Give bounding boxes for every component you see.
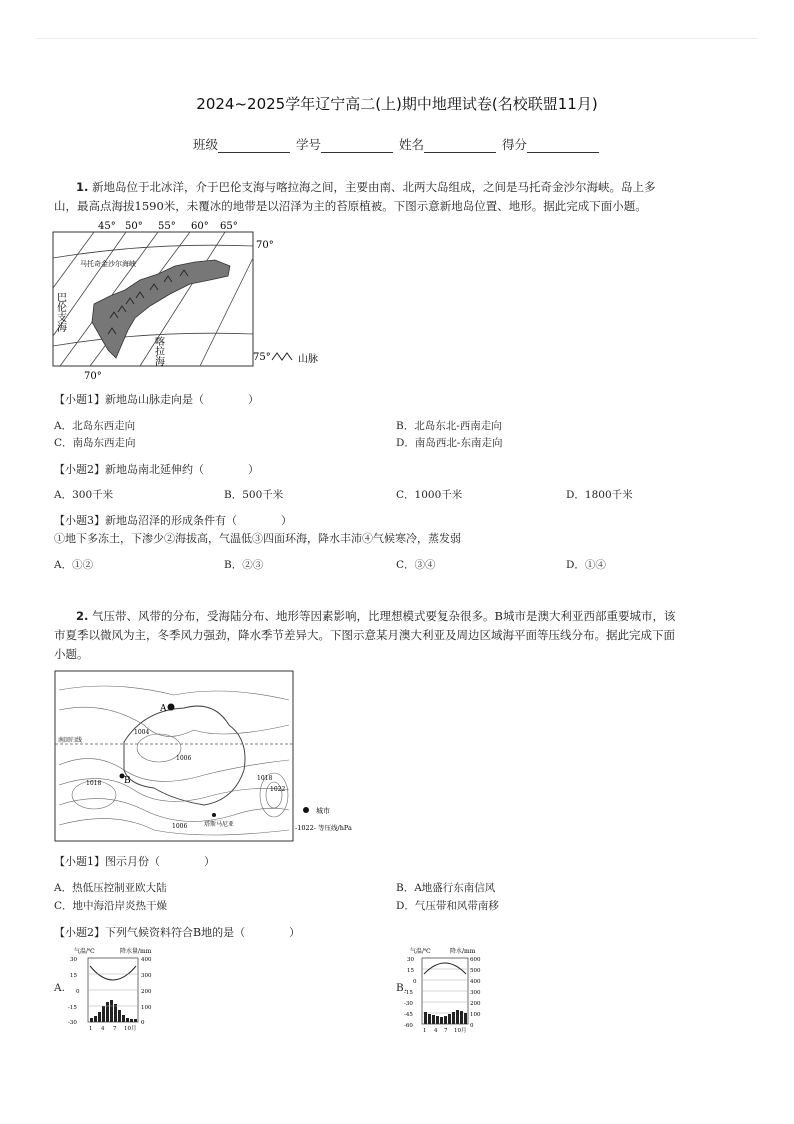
student-info-row bbox=[0, 135, 794, 153]
lat-70-bottom: 70° bbox=[84, 371, 102, 382]
lat-70-right: 70° bbox=[256, 240, 274, 251]
novaya-zemlya-map bbox=[50, 218, 340, 382]
chart-b-month-10: 10月 bbox=[454, 1028, 467, 1034]
isobar-1006-south: 1006 bbox=[172, 823, 188, 830]
q1-sub1-option-b[interactable]: B．北岛东北-西南走向 bbox=[396, 420, 502, 432]
kara-sea-label: 喀拉海 bbox=[152, 336, 164, 366]
chart-b-precip-bars bbox=[424, 1010, 467, 1024]
q2-sub1-option-a[interactable]: A．热低压控制亚欧大陆 bbox=[54, 882, 167, 894]
svg-text:0: 0 bbox=[413, 979, 417, 985]
svg-text:300: 300 bbox=[141, 973, 152, 979]
q1-sub2-option-c[interactable]: C．1000千米 bbox=[396, 489, 463, 501]
q1-sub2-label: 【小题2】新地岛南北延伸约（ ） bbox=[54, 463, 259, 476]
name-label: 姓名 bbox=[398, 137, 424, 152]
svg-text:0: 0 bbox=[470, 1023, 474, 1029]
q2-stem: 2. 气压带、风带的分布，受海陆分布、地形等因素影响，比理想模式要复杂很多。B城市是澳大利亚西部重要城市，该 市夏季以微风为主，冬季风力强劲，降水季节差异大。下图示意某月澳大利亚及周边区域海平面等压线分布。据此完成下面 小题。 bbox=[54, 609, 676, 661]
svg-text:15: 15 bbox=[407, 968, 414, 974]
legend-city-icon bbox=[303, 807, 309, 813]
svg-text:100: 100 bbox=[141, 1005, 152, 1011]
page-top-rule bbox=[36, 38, 758, 39]
q2-sub1-option-d[interactable]: D．气压带和风带南移 bbox=[396, 900, 499, 912]
svg-text:600: 600 bbox=[470, 957, 481, 963]
svg-text:0: 0 bbox=[141, 1020, 145, 1026]
lon-60: 60° bbox=[191, 221, 209, 232]
class-blank[interactable] bbox=[218, 140, 290, 153]
q1-sub2-option-a[interactable]: A．300千米 bbox=[54, 489, 114, 501]
chart-a-precip-bars bbox=[90, 1000, 137, 1022]
city-a-dot bbox=[168, 704, 175, 711]
svg-text:200: 200 bbox=[141, 989, 152, 995]
tropic-label: 南回归线 bbox=[58, 737, 83, 744]
svg-text:100: 100 bbox=[470, 1012, 481, 1018]
svg-text:-30: -30 bbox=[404, 1001, 413, 1007]
svg-text:-30: -30 bbox=[68, 1020, 77, 1026]
svg-text:-15: -15 bbox=[68, 1005, 77, 1011]
q2-sub1-label: 【小题1】图示月份（ ） bbox=[54, 855, 215, 868]
q2-sub2-option-a[interactable]: A. bbox=[54, 982, 65, 994]
lat-75: 75° bbox=[253, 352, 271, 363]
chart-a-month-10: 10月 bbox=[124, 1026, 137, 1032]
svg-text:-45: -45 bbox=[404, 1012, 413, 1018]
city-b-label: B bbox=[124, 776, 131, 786]
q2-sub2-label: 【小题2】下列气候资料符合B地的是（ ） bbox=[54, 926, 301, 939]
q1-sub2-option-d[interactable]: D．1800千米 bbox=[566, 489, 633, 501]
chart-b-temp-curve bbox=[424, 963, 466, 974]
page-title: 2024~2025学年辽宁高二(上)期中地理试卷(名校联盟11月) bbox=[196, 95, 598, 113]
svg-text:400: 400 bbox=[470, 979, 481, 985]
q1-number: 1. bbox=[76, 180, 89, 194]
isobar-1004: 1004 bbox=[134, 729, 150, 736]
q1-sub1-option-c[interactable]: C．南岛东西走向 bbox=[54, 437, 136, 449]
q1-sub2-option-b[interactable]: B．500千米 bbox=[224, 489, 284, 501]
q1-sub3-label: 【小题3】新地岛沼泽的形成条件有（ ） bbox=[54, 514, 292, 527]
chart-b-month-7: 7 bbox=[444, 1028, 448, 1034]
barents-sea-label: 巴伦支海 bbox=[54, 292, 66, 332]
legend-city-label: 城市 bbox=[316, 807, 330, 815]
svg-text:30: 30 bbox=[70, 957, 77, 963]
chart-a-precip-label: 降水量/mm bbox=[120, 948, 152, 955]
lon-65: 65° bbox=[220, 221, 238, 232]
svg-text:200: 200 bbox=[470, 1001, 481, 1007]
score-label: 得分 bbox=[501, 137, 527, 152]
q1-sub3-option-b[interactable]: B．②③ bbox=[224, 559, 264, 571]
student-id-blank[interactable] bbox=[321, 140, 393, 153]
score-blank[interactable] bbox=[527, 140, 599, 153]
legend-mountain-icon bbox=[272, 353, 292, 360]
q1-stem: 1. 新地岛位于北冰洋，介于巴伦支海与喀拉海之间，主要由南、北两大岛组成，之间是马托奇金沙尔海峡。岛上多 山，最高点海拔1590米，未覆冰的地带是以沼泽为主的苔原植被。下图示意新地岛位置、地形。据此完成下面小题。 bbox=[54, 180, 656, 213]
q1-sub1-label: 【小题1】新地岛山脉走向是（ ） bbox=[54, 393, 259, 406]
chart-b-temp-label: 气温/℃ bbox=[410, 948, 431, 955]
q1-sub1-option-a[interactable]: A．北岛东西走向 bbox=[54, 420, 136, 432]
climate-chart-a[interactable] bbox=[68, 944, 164, 1034]
chart-a-month-7: 7 bbox=[113, 1026, 117, 1032]
lon-50: 50° bbox=[125, 221, 143, 232]
map2-frame bbox=[55, 671, 293, 841]
svg-text:-15: -15 bbox=[404, 990, 413, 996]
q1-sub1-option-d[interactable]: D．南岛西北-东南走向 bbox=[396, 437, 503, 449]
svg-text:500: 500 bbox=[470, 968, 481, 974]
q2-number: 2. bbox=[76, 609, 89, 623]
q1-sub3-conditions: ①地下多冻土，下渗少②海拔高，气温低③四面环海，降水丰沛④气候寒冷，蒸发弱 bbox=[54, 532, 461, 545]
isobar-1018-left: 1018 bbox=[86, 780, 102, 787]
svg-text:-60: -60 bbox=[404, 1023, 413, 1029]
q1-sub3-option-d[interactable]: D．①④ bbox=[566, 559, 606, 571]
legend-isobar-label: -1022- 等压线/hPa bbox=[295, 824, 352, 832]
chart-a-temp-curve bbox=[90, 966, 136, 980]
isobar-1022: 1022 bbox=[270, 786, 286, 793]
isobar-1018-right: 1018 bbox=[257, 775, 273, 782]
lon-55: 55° bbox=[158, 221, 176, 232]
student-id-label: 学号 bbox=[295, 137, 321, 152]
svg-text:400: 400 bbox=[141, 957, 152, 963]
lon-45: 45° bbox=[98, 221, 116, 232]
legend-mountain-label: 山脉 bbox=[298, 354, 318, 365]
city-a-label: A bbox=[160, 704, 167, 714]
chart-b-precip-label: 降水/mm bbox=[450, 948, 476, 955]
climate-chart-b[interactable] bbox=[404, 944, 504, 1036]
svg-text:15: 15 bbox=[70, 973, 77, 979]
svg-text:300: 300 bbox=[470, 990, 481, 996]
isobar-1006: 1006 bbox=[176, 755, 192, 762]
q1-sub3-option-a[interactable]: A．①② bbox=[54, 559, 94, 571]
tasmania-label: 塔斯马尼亚 bbox=[204, 821, 235, 828]
class-label: 班级 bbox=[192, 137, 218, 152]
chart-b-month-1: 1 bbox=[423, 1028, 427, 1034]
chart-a-month-4: 4 bbox=[101, 1026, 105, 1032]
svg-text:0: 0 bbox=[76, 989, 80, 995]
strait-label: 马托奇金沙尔海峡 bbox=[80, 260, 136, 268]
svg-text:30: 30 bbox=[407, 957, 414, 963]
q2-sub2-option-b[interactable]: B. bbox=[396, 982, 408, 994]
q1-sub3-option-c[interactable]: C．③④ bbox=[396, 559, 436, 571]
q2-sub1-option-c[interactable]: C．地中海沿岸炎热干燥 bbox=[54, 900, 168, 912]
q2-sub1-option-b[interactable]: B．A地盛行东南信风 bbox=[396, 882, 496, 894]
chart-b-month-4: 4 bbox=[434, 1028, 438, 1034]
tasmania-dot bbox=[212, 813, 216, 817]
australia-isobar-map bbox=[54, 670, 364, 842]
chart-a-month-1: 1 bbox=[89, 1026, 93, 1032]
chart-a-temp-label: 气温/℃ bbox=[74, 948, 95, 955]
name-blank[interactable] bbox=[424, 140, 496, 153]
